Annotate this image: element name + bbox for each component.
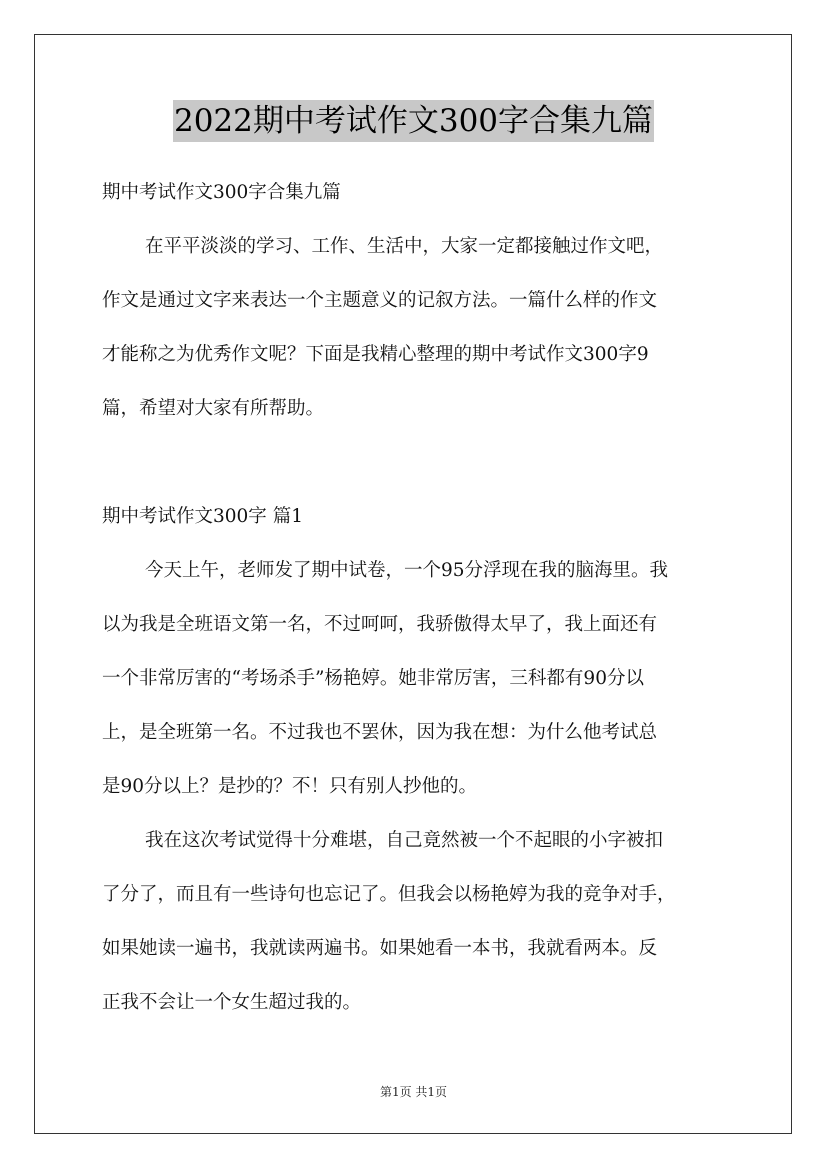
intro-line: 篇，希望对大家有所帮助。 [102, 398, 325, 419]
paragraph2-line: 正我不会让一个女生超过我的。 [102, 992, 362, 1013]
page-footer: 第1页 共1页 [379, 1085, 448, 1099]
document-body [102, 168, 730, 1032]
intro-line: 作文是通过文字来表达一个主题意义的记叙方法。一篇什么样的作文 [102, 290, 658, 311]
paragraph2-line: 如果她读一遍书，我就读两遍书。如果她看一本书，我就看两本。反 [102, 938, 658, 959]
section-heading: 期中考试作文300字 篇1 [102, 506, 303, 527]
subtitle: 期中考试作文300字合集九篇 [102, 182, 341, 203]
document-title: 2022期中考试作文300字合集九篇 [173, 100, 654, 142]
title-container [0, 100, 827, 142]
paragraph2-line: 我在这次考试觉得十分难堪，自己竟然被一个不起眼的小字被扣 [145, 830, 664, 851]
intro-line: 才能称之为优秀作文呢？下面是我精心整理的期中考试作文300字9 [102, 344, 649, 365]
paragraph1-line: 以为我是全班语文第一名，不过呵呵，我骄傲得太早了，我上面还有 [102, 614, 658, 635]
paragraph2-line: 了分了，而且有一些诗句也忘记了。但我会以杨艳婷为我的竞争对手， [102, 884, 676, 905]
intro-line: 在平平淡淡的学习、工作、生活中，大家一定都接触过作文吧， [145, 236, 664, 257]
paragraph1-line: 上，是全班第一名。不过我也不罢休，因为我在想：为什么他考试总 [102, 722, 658, 743]
paragraph1-line: 一个非常厉害的“考场杀手”杨艳婷。她非常厉害，三科都有90分以 [102, 668, 644, 689]
paragraph1-line: 是90分以上？是抄的？不！只有别人抄他的。 [102, 776, 478, 797]
paragraph1-line: 今天上午，老师发了期中试卷，一个95分浮现在我的脑海里。我 [145, 560, 669, 581]
blank-line [102, 438, 730, 492]
